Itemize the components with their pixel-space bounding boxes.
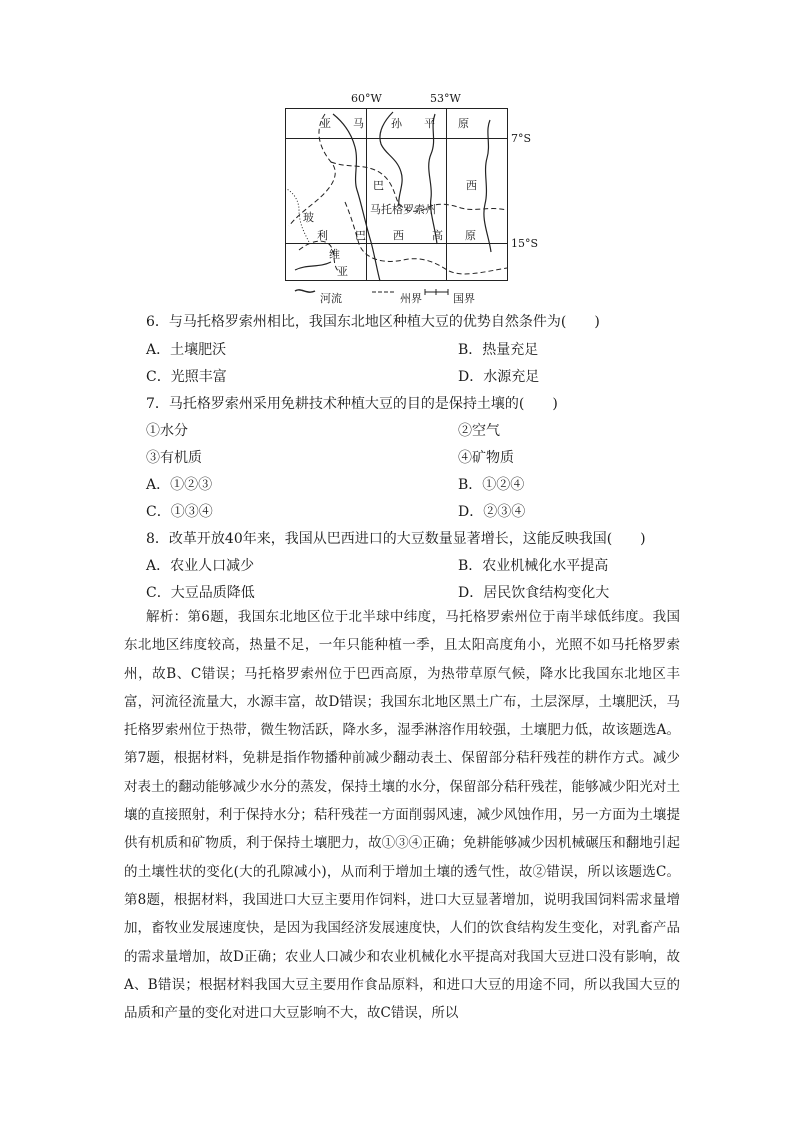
answer-explanation: 解析：第6题，我国东北地区位于北半球中纬度，马托格罗索州位于南半球低纬度。我国东北地区纬度较高，热量不足，一年只能种植一季，且太阳高度角小，光照不如马托格罗索州，故B、C错误；马托格罗索州位于巴西高原，为热带草原气候，降水比我国东北地区丰富，河流径流量大，水源丰富，故D错误；我国东北地区黑土广布，土层深厚，土壤肥沃，马托格罗索州位于热带，微生物活跃，降水多，湿季淋溶作用较强，土壤肥力低，故该题选A。第7题，根据材料，免耕是指作物播种前减少翻动表土、保留部分秸秆残茬的耕作方式。减少对表土的翻动能够减少水分的蒸发，保持土壤的水分，保留部分秸秆残茬，能够减少阳光对土壤的直接照射，利于保持水分；秸秆残茬一方面削弱风速，减少风蚀作用，另一方面为土壤提供有机质和矿物质，利于保持土壤肥力，故①③④正确；免耕能够减少因机械碾压和翻地引起的土壤性状的变化(大的孔隙减小)，从而利于增加土壤的透气性，故②错误，所以该题选C。第8题，根据材料，我国进口大豆主要用作饲料，进口大豆显著增加，说明我国饲料需求量增加，畜牧业发展速度快，是因为我国经济发展速度快，人们的饮食结构发生变化，对乳畜产品的需求量增加，故D正确；农业人口减少和农业机械化水平提高对我国大豆进口没有影响，故A、B错误；根据材料我国大豆主要用作食品原料，和进口大豆的用途不同，所以我国大豆的品质和产量的变化对进口大豆影响不大，故C错误，所以 xyxy=(124,609,680,1022)
place-xun: 孙 xyxy=(391,117,402,130)
question-7-item-1: ①水分 xyxy=(146,423,188,439)
question-7-item-4: ④矿物质 xyxy=(458,450,514,466)
question-7-option-d: D．②③④ xyxy=(458,504,526,520)
place-ping: 平 xyxy=(424,117,435,130)
place-yuan-2: 原 xyxy=(465,229,476,242)
question-8-stem: 8．改革开放40年来，我国从巴西进口的大豆数量显著增长，这能反映我国( ) xyxy=(146,531,646,547)
place-state-name: 马托格罗索州 xyxy=(370,203,436,216)
question-8-option-d: D．居民饮食结构变化大 xyxy=(458,585,610,601)
question-6-option-a: A．土壤肥沃 xyxy=(146,342,227,358)
place-xi-2: 西 xyxy=(393,229,404,242)
place-gao: 高 xyxy=(432,229,443,242)
place-xi-1: 西 xyxy=(466,179,477,192)
lon-label-53w: 53°W xyxy=(430,92,461,105)
question-8-option-a: A．农业人口减少 xyxy=(146,558,255,574)
question-6-option-c: C．光照丰富 xyxy=(146,369,227,385)
question-7-item-2: ②空气 xyxy=(458,423,500,439)
legend-country-border: 国界 xyxy=(453,292,475,305)
question-7-option-c: C．①③④ xyxy=(146,504,213,520)
question-8-option-b: B．农业机械化水平提高 xyxy=(458,558,609,574)
place-ya: 亚 xyxy=(320,117,331,130)
question-6-option-b: B．热量充足 xyxy=(458,342,539,358)
place-li: 利 xyxy=(317,229,328,242)
place-ya-2: 亚 xyxy=(337,265,348,278)
place-ma: 马 xyxy=(353,117,364,130)
question-7-option-a: A．①②③ xyxy=(146,477,213,493)
question-6-option-d: D．水源充足 xyxy=(458,369,540,385)
map-figure xyxy=(285,92,545,307)
place-ba-1: 巴 xyxy=(373,179,384,192)
question-7-stem: 7．马托格罗索州采用免耕技术种植大豆的目的是保持土壤的( ) xyxy=(146,396,558,412)
place-wei: 维 xyxy=(329,248,340,261)
question-8-option-c: C．大豆品质降低 xyxy=(146,585,255,601)
lon-label-60w: 60°W xyxy=(351,92,382,105)
place-ba-2: 巴 xyxy=(355,229,366,242)
place-yuan-1: 原 xyxy=(458,117,469,130)
lat-label-15s: 15°S xyxy=(511,237,539,250)
legend-state-border: 州界 xyxy=(400,292,422,305)
question-6-stem: 6．与马托格罗索州相比，我国东北地区种植大豆的优势自然条件为( ) xyxy=(146,314,600,330)
question-7-item-3: ③有机质 xyxy=(146,450,202,466)
place-bo: 玻 xyxy=(303,211,314,224)
question-7-option-b: B．①②④ xyxy=(458,477,525,493)
legend-river: 河流 xyxy=(320,292,342,305)
lat-label-7s: 7°S xyxy=(511,132,532,145)
